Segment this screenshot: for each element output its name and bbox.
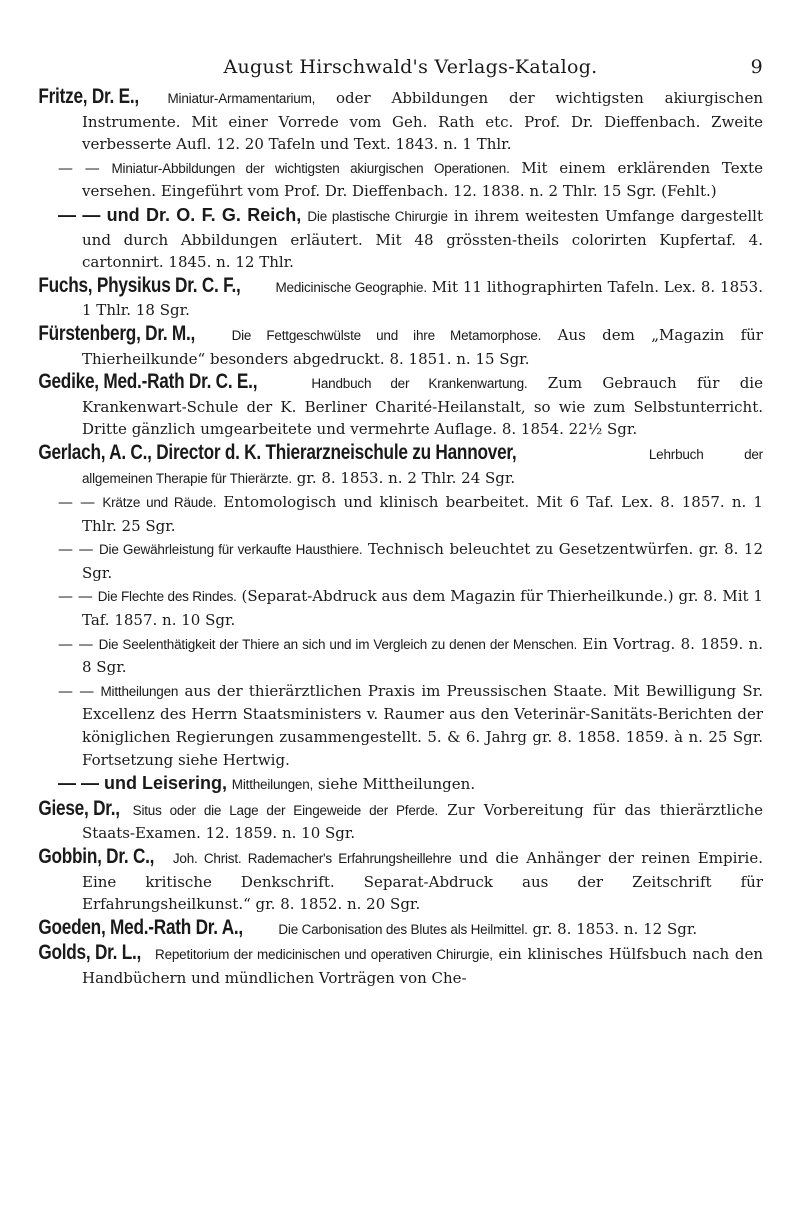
entry-text: in ihrem weitesten Umfange dargestellt und durch Abbildungen erläutert. Mit 48 grössten-theils colorirten Kupfertaf. 4. cartonnirt. 1845. n. 12 Thlr. xyxy=(82,206,763,272)
entry-text: und die Anhänger der reinen Empirie. Eine kritische Denkschrift. Separat-Abdruck aus der Zeitschrift für Erfahrungsheilkunst.“ gr. 8. 1852. n. 20 Sgr. xyxy=(82,849,763,914)
entry-author: — — xyxy=(58,587,93,606)
catalog-entry xyxy=(58,538,763,584)
entry-author: Fuchs, Physikus Dr. C. F., xyxy=(38,273,241,297)
catalog-entry xyxy=(38,941,763,989)
entry-title: Situs oder die Lage der Eingeweide der Pferde. xyxy=(132,802,439,818)
entry-author: Gedike, Med.-Rath Dr. C. E., xyxy=(38,370,258,394)
entry-title: Handbuch der Krankenwartung. xyxy=(311,376,528,392)
entry-title: Repetitorium der medicinischen und operativen Chirurgie, xyxy=(155,947,493,963)
catalog-entry xyxy=(58,585,763,631)
entry-text: siehe Mittheilungen. xyxy=(313,775,476,794)
catalog-entry xyxy=(58,680,763,771)
entry-author: — — xyxy=(58,158,100,177)
entry-title: Joh. Christ. Rademacher's Erfahrungsheillehre xyxy=(172,851,452,866)
entry-author: — — xyxy=(58,493,96,512)
entry-title: Die Fettgeschwülste und ihre Metamorphose. xyxy=(231,327,542,343)
entry-title: Krätze und Räude. xyxy=(102,495,217,511)
entry-title: Die Seelenthätigkeit der Thiere an sich und im Vergleich zu denen der Menschen. xyxy=(98,636,578,652)
entry-title: Medicinische Geographie. xyxy=(275,279,427,295)
entry-text: Entomologisch und klinisch bearbeitet. Mit 6 Taf. Lex. 8. 1857. n. 1 Thlr. 25 Sgr. xyxy=(82,493,763,535)
catalog-entry xyxy=(38,85,763,156)
entry-text: gr. 8. 1853. n. 12 Sgr. xyxy=(527,919,698,938)
catalog-entry xyxy=(38,273,763,322)
entry-title: Die Carbonisation des Blutes als Heilmittel. xyxy=(278,921,528,937)
entry-text: ein klinisches Hülfsbuch nach den Handbüchern und mündlichen Vorträgen von Che- xyxy=(82,945,763,987)
catalog-entry xyxy=(58,204,763,274)
entry-title: Lehrbuch der allgemeinen Therapie für Thierärzte. xyxy=(82,446,763,486)
catalog-entry xyxy=(38,915,763,942)
entry-text: Technisch beleuchtet zu Gesetzentwürfen. gr. 8. 12 Sgr. xyxy=(82,540,763,582)
catalog-entry xyxy=(58,157,763,203)
entry-text: Aus dem „Magazin für Thierheilkunde“ besonders abgedruckt. 8. 1851. n. 15 Sgr. xyxy=(82,325,763,368)
entry-title: Die Flechte des Rindes. xyxy=(97,589,237,605)
catalog-page xyxy=(38,56,763,991)
catalog-entry xyxy=(38,796,763,845)
running-head xyxy=(58,56,763,86)
entry-title: Miniatur-Armamentarium, xyxy=(167,91,316,106)
catalog-entry xyxy=(58,772,763,797)
entry-author: — — xyxy=(58,681,95,700)
entry-text: gr. 8. 1853. n. 2 Thlr. 24 Sgr. xyxy=(291,468,516,487)
entry-author: Gobbin, Dr. C., xyxy=(38,845,155,868)
entry-author: Fritze, Dr. E., xyxy=(38,85,139,108)
catalog-entry xyxy=(58,633,763,679)
entry-title: Die plastische Chirurgie xyxy=(307,208,448,224)
entry-title: Mittheilungen, xyxy=(231,777,314,793)
entry-text: Ein Vortrag. 8. 1859. n. 8 Sgr. xyxy=(82,634,763,677)
catalog-entry xyxy=(38,370,763,441)
catalog-entry xyxy=(38,845,763,916)
entry-text: Zur Vorbereitung für das thierärztliche Staats-Examen. 12. 1859. n. 10 Sgr. xyxy=(82,800,763,843)
entry-author: — — und Leisering, xyxy=(58,773,228,794)
entry-title: Die Gewährleistung für verkaufte Hausthiere. xyxy=(99,542,363,558)
catalog-entries xyxy=(38,85,763,990)
running-head-title: August Hirschwald's Verlags-Katalog. xyxy=(223,56,598,78)
entry-author: — — xyxy=(58,634,94,653)
catalog-entry xyxy=(38,440,763,490)
entry-text: oder Abbildungen der wichtigsten akiurgischen Instrumente. Mit einer Vorrede vom Geh. Rath etc. Prof. Dr. Dieffenbach. Zweite verbesserte Aufl. 12. 20 Tafeln und Text. 1843. n. 1 Thlr. xyxy=(82,89,763,154)
entry-text: Mit einem erklärenden Texte versehen. Eingeführt vom Prof. Dr. Dieffenbach. 12. 1838. n. 2 Thlr. 15 Sgr. (Fehlt.) xyxy=(82,158,763,201)
catalog-entry xyxy=(38,321,763,370)
entry-author: Gerlach, A. C., Director d. K. Thierarzneischule zu Hannover, xyxy=(38,440,517,464)
entry-title: Miniatur-Abbildungen der wichtigsten akiurgischen Operationen. xyxy=(111,160,510,176)
entry-author: Fürstenberg, Dr. M., xyxy=(38,321,196,345)
entry-text: Zum Gebrauch für die Krankenwart-Schule der K. Berliner Charité-Heilanstalt, so wie zum Selbstunterricht. Dritte gänzlich umgearbeitete und vermehrte Auflage. 8. 1854. 22½ Sgr. xyxy=(82,374,763,439)
entry-author: — — xyxy=(58,540,94,559)
entry-author: — — und Dr. O. F. G. Reich, xyxy=(58,204,302,225)
entry-title: Mittheilungen xyxy=(100,683,179,699)
entry-text: aus der thierärztlichen Praxis im Preussischen Staate. Mit Bewilligung Sr. Excellenz des Herrn Staatsministers v. Raumer aus den Veterinär-Sanitäts-Berichten der königlichen Regierungen zusammengestellt. 5. & 6. Jahrg gr. 8. 1858. 1859. à n. 25 Sgr. Fortsetzung siehe Hertwig. xyxy=(82,681,763,769)
entry-author: Goeden, Med.-Rath Dr. A., xyxy=(38,915,243,939)
page-number: 9 xyxy=(750,56,763,78)
entry-author: Giese, Dr., xyxy=(38,796,120,820)
catalog-entry xyxy=(58,491,763,537)
entry-text: (Separat-Abdruck aus dem Magazin für Thierheilkunde.) gr. 8. Mit 1 Taf. 1857. n. 10 Sgr. xyxy=(82,587,763,630)
entry-text: Mit 11 lithographirten Tafeln. Lex. 8. 1853. 1 Thlr. 18 Sgr. xyxy=(82,277,763,320)
entry-author: Golds, Dr. L., xyxy=(38,941,142,965)
